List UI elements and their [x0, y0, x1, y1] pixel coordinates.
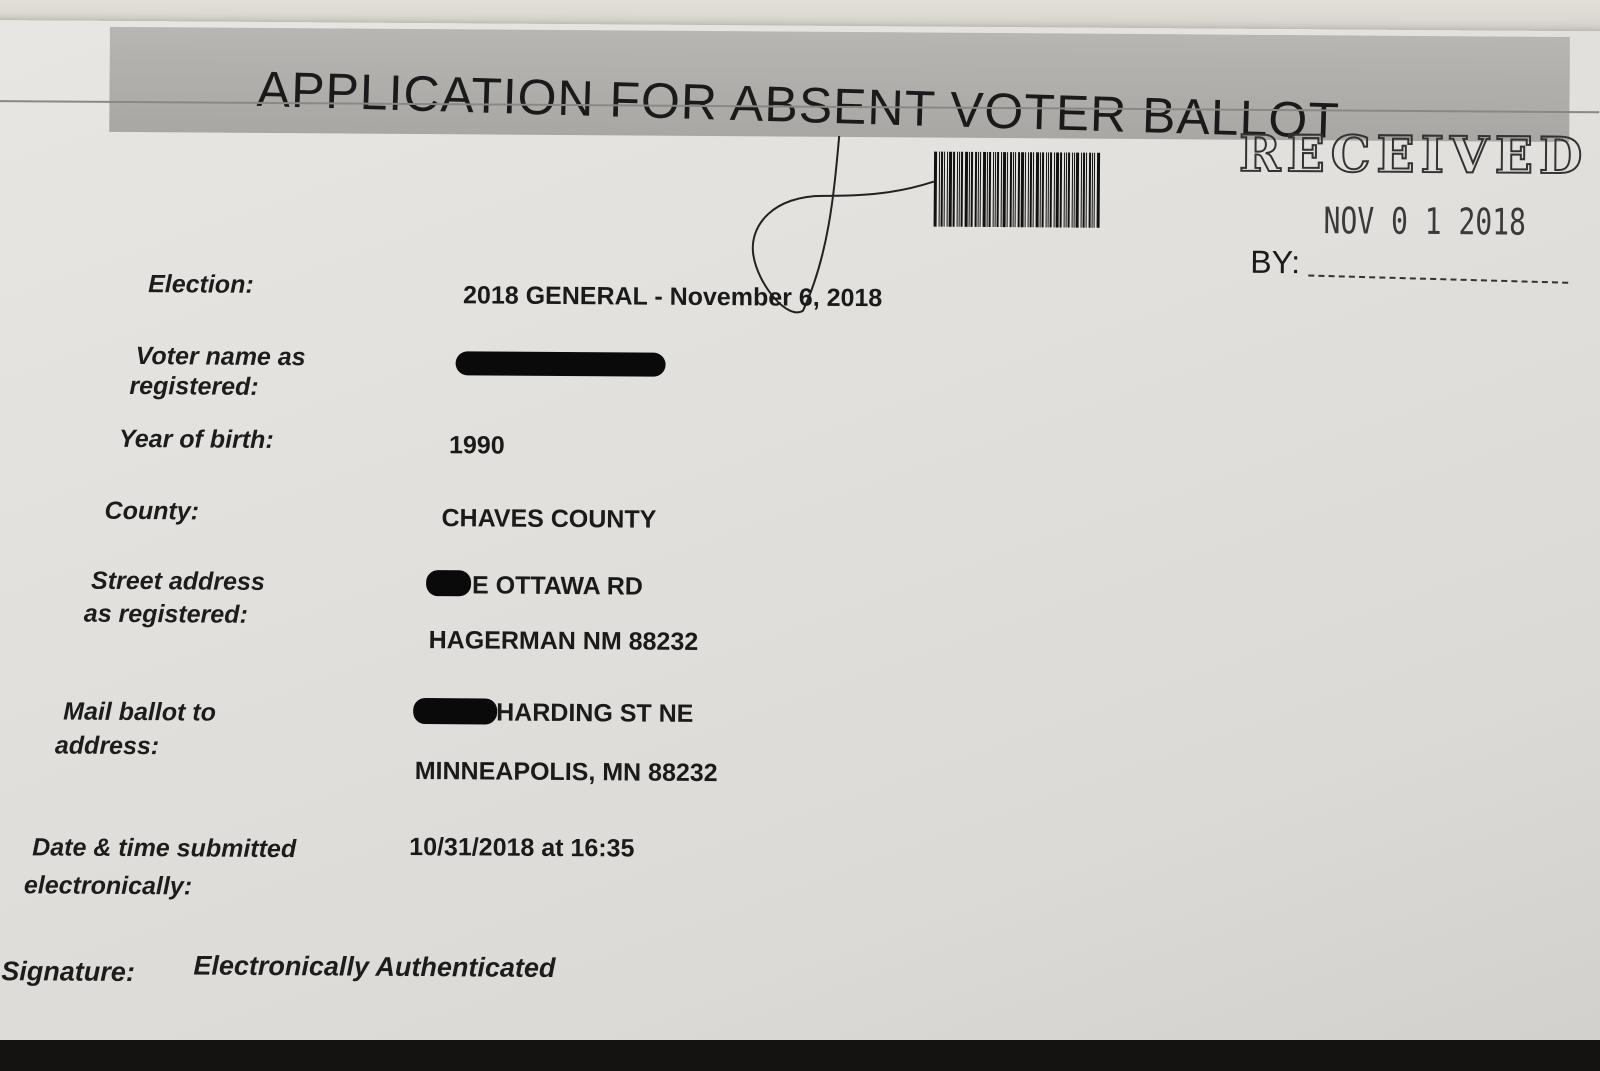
election-label: Election:: [148, 270, 254, 299]
mail-ballot-label-line1: Mail ballot to: [63, 697, 217, 727]
submitted-label-line2: electronically:: [23, 871, 193, 901]
barcode-bar: [1036, 152, 1040, 227]
barcode-bar: [1086, 153, 1088, 228]
signature-label: Signature:: [1, 956, 135, 988]
street-address-line2: HAGERMAN NM 88232: [428, 626, 699, 656]
street-number-redaction: [426, 570, 471, 596]
barcode-bar: [1015, 152, 1017, 227]
mail-address-line1: HARDING ST NE: [496, 698, 694, 728]
voter-name-redaction: [456, 351, 666, 376]
mail-number-redaction: [413, 698, 497, 725]
barcode-bar: [965, 152, 969, 227]
barcode-bar: [1025, 152, 1027, 227]
barcode-bar: [1068, 153, 1071, 228]
street-address-label-line2: as registered:: [83, 599, 248, 629]
barcode-bar: [1021, 152, 1025, 227]
submitted-label-line1: Date & time submitted: [32, 833, 297, 864]
year-of-birth-label: Year of birth:: [118, 424, 274, 454]
barcode-bar: [971, 152, 974, 227]
barcode-bar: [1060, 152, 1063, 227]
street-address-line1: E OTTAWA RD: [471, 571, 643, 601]
barcode-bar: [980, 152, 982, 227]
barcode-bar: [1003, 152, 1007, 227]
barcode-bar: [1076, 153, 1080, 228]
election-value: 2018 GENERAL - November 6, 2018: [462, 281, 883, 313]
mail-ballot-label-line2: address:: [54, 731, 160, 761]
submitted-value: 10/31/2018 at 16:35: [409, 832, 635, 863]
barcode-bar: [1033, 152, 1035, 227]
barcode-bar: [1050, 152, 1053, 227]
year-of-birth-value: 1990: [448, 431, 505, 460]
barcode-bar: [983, 152, 987, 227]
county-label: County:: [104, 496, 200, 526]
barcode-bar: [1097, 153, 1101, 228]
voter-name-label-line1: Voter name as: [135, 342, 306, 372]
by-label: BY:: [1250, 243, 1301, 281]
street-address-label-line1: Street address: [90, 566, 265, 596]
barcode-bar: [997, 152, 1000, 227]
barcode: [934, 152, 1170, 229]
received-stamp-word: RECEIVED: [1238, 123, 1589, 186]
signature-value: Electronically Authenticated: [193, 950, 556, 983]
ballot-application-form: [0, 20, 1600, 1056]
barcode-bar: [989, 152, 992, 227]
received-stamp-date: NOV 0 1 2018: [1323, 199, 1527, 244]
voter-name-label-line2: registered:: [129, 371, 259, 401]
barcode-bar: [1094, 153, 1096, 228]
form-title: APPLICATION FOR ABSENT VOTER BALLOT: [256, 60, 1341, 149]
barcode-bar: [1056, 152, 1060, 227]
table-surface: [0, 1040, 1600, 1071]
mail-address-line2: MINNEAPOLIS, MN 88232: [414, 756, 718, 788]
barcode-bar: [1007, 152, 1009, 227]
barcode-bar: [1042, 152, 1045, 227]
county-value: CHAVES COUNTY: [441, 504, 657, 534]
